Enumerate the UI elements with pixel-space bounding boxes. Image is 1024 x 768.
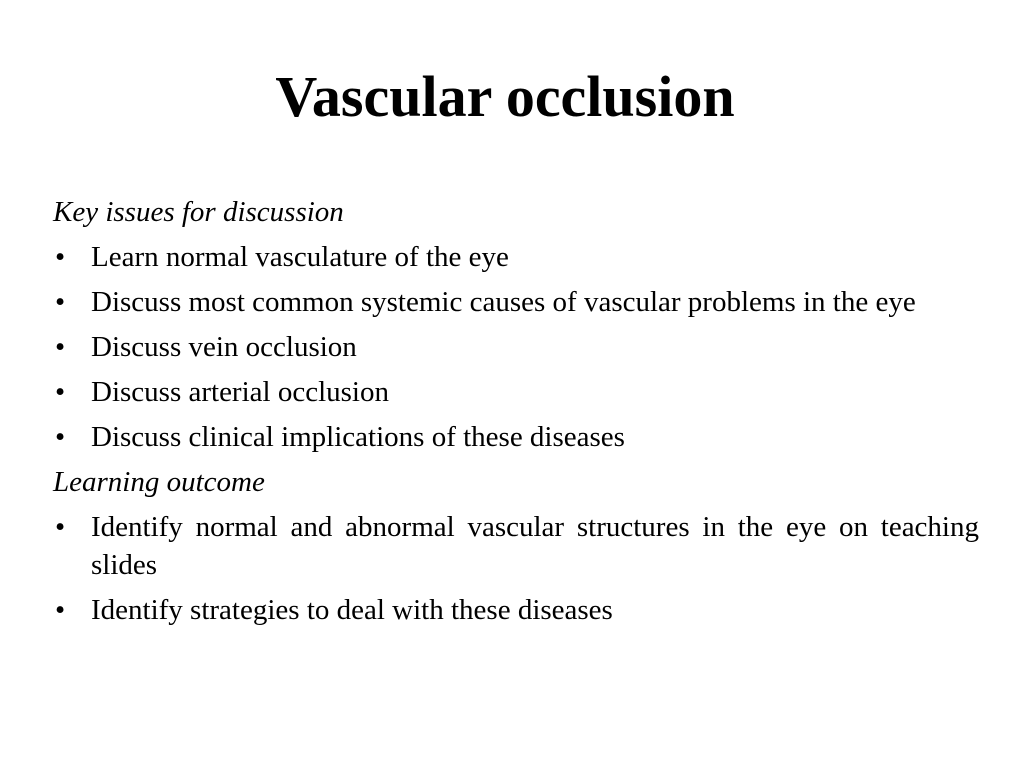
bullet-item bbox=[53, 508, 979, 584]
bullet-marker: • bbox=[55, 376, 66, 408]
bullet-item bbox=[53, 328, 979, 366]
slide-body bbox=[53, 193, 979, 636]
bullet-item bbox=[53, 283, 979, 321]
bullet-marker: • bbox=[55, 241, 66, 273]
bullet-text: Identify strategies to deal with these diseases bbox=[91, 594, 613, 626]
bullet-text: Discuss vein occlusion bbox=[91, 331, 357, 363]
bullet-text: Discuss most common systemic causes of vascular problems in the eye bbox=[91, 286, 916, 318]
bullet-item bbox=[53, 418, 979, 456]
bullet-text: Discuss clinical implications of these diseases bbox=[91, 421, 625, 453]
bullet-marker: • bbox=[55, 594, 66, 626]
slide-title: Vascular occlusion bbox=[275, 64, 735, 129]
bullet-marker: • bbox=[55, 421, 66, 453]
bullet-marker: • bbox=[55, 511, 66, 543]
bullet-text: Discuss arterial occlusion bbox=[91, 376, 389, 408]
bullet-item bbox=[53, 373, 979, 411]
bullet-item bbox=[53, 238, 979, 276]
bullet-text: Identify normal and abnormal vascular structures in the eye on teaching slides bbox=[91, 511, 979, 581]
section-heading-learning-outcome: Learning outcome bbox=[53, 466, 265, 498]
bullet-text: Learn normal vasculature of the eye bbox=[91, 241, 509, 273]
bullet-marker: • bbox=[55, 331, 66, 363]
section-heading-key-issues: Key issues for discussion bbox=[53, 196, 344, 228]
bullet-marker: • bbox=[55, 286, 66, 318]
bullet-item bbox=[53, 591, 979, 629]
